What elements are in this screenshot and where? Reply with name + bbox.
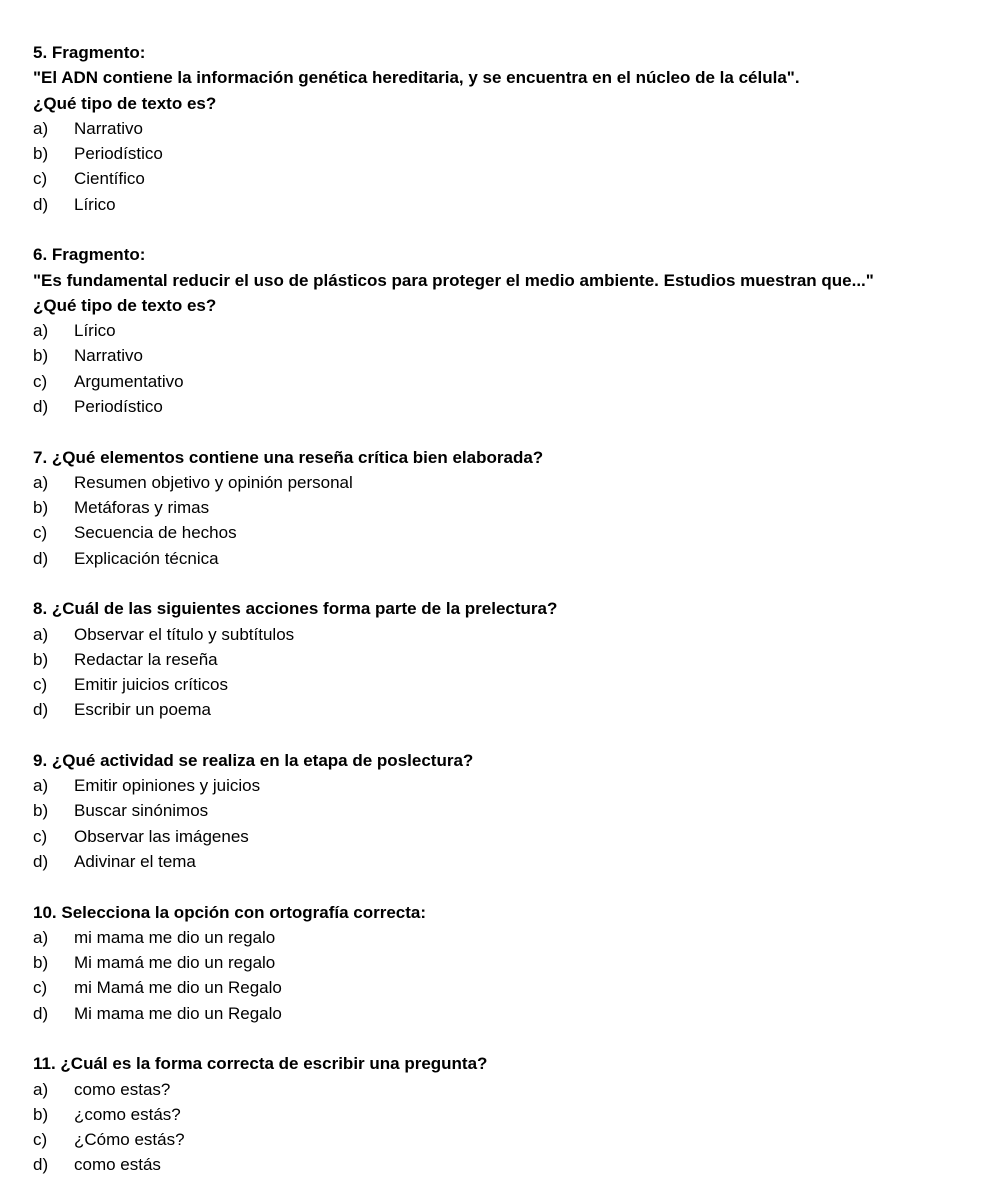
option-c: [33, 369, 963, 394]
question-header: 7. ¿Qué elementos contiene una reseña crítica bien elaborada?: [33, 447, 544, 467]
option-d: [33, 697, 963, 722]
option-letter: b): [33, 801, 49, 821]
spacer: [33, 571, 963, 596]
question-header: 10. Selecciona la opción con ortografía correcta:: [33, 902, 427, 922]
option-b: [33, 343, 963, 368]
spacer: [33, 874, 963, 899]
option-b: [33, 647, 963, 672]
option-d: [33, 1001, 963, 1026]
option-text: mi Mamá me dio un Regalo: [74, 978, 282, 998]
option-text: Narrativo: [74, 118, 143, 138]
option-letter: a): [33, 776, 49, 796]
option-letter: c): [33, 978, 48, 998]
option-text: Mi mamá me dio un regalo: [74, 953, 276, 973]
option-letter: d): [33, 1155, 49, 1175]
question-9: [33, 748, 963, 874]
question-header: 6. Fragmento:: [33, 245, 146, 265]
option-d: [33, 192, 963, 217]
option-text: Lírico: [74, 194, 116, 214]
option-letter: c): [33, 826, 48, 846]
option-letter: c): [33, 371, 48, 391]
option-text: Secuencia de hechos: [74, 523, 237, 543]
option-letter: c): [33, 523, 48, 543]
question-header: 9. ¿Qué actividad se realiza en la etapa de poslectura?: [33, 750, 474, 770]
question-fragment: "El ADN contiene la información genética hereditaria, y se encuentra en el núcleo de la célula".: [33, 68, 800, 88]
option-letter: d): [33, 548, 49, 568]
option-text: Metáforas y rimas: [74, 498, 210, 518]
option-letter: d): [33, 397, 49, 417]
option-d: [33, 546, 963, 571]
option-a: [33, 1077, 963, 1102]
question-5: [33, 40, 963, 217]
option-letter: c): [33, 675, 48, 695]
option-a: [33, 116, 963, 141]
option-letter: d): [33, 700, 49, 720]
option-a: [33, 925, 963, 950]
option-letter: d): [33, 194, 49, 214]
option-a: [33, 470, 963, 495]
option-text: como estás: [74, 1155, 161, 1175]
option-text: Emitir opiniones y juicios: [74, 776, 261, 796]
spacer: [33, 1026, 963, 1051]
option-a: [33, 773, 963, 798]
option-letter: b): [33, 649, 49, 669]
question-10: [33, 900, 963, 1026]
option-d: [33, 849, 963, 874]
question-prompt: ¿Qué tipo de texto es?: [33, 295, 217, 315]
option-text: Resumen objetivo y opinión personal: [74, 472, 353, 492]
option-a: [33, 318, 963, 343]
option-text: Adivinar el tema: [74, 852, 196, 872]
option-d: [33, 394, 963, 419]
option-text: ¿Cómo estás?: [74, 1130, 185, 1150]
option-letter: a): [33, 927, 49, 947]
option-text: Explicación técnica: [74, 548, 219, 568]
option-c: [33, 672, 963, 697]
option-b: [33, 141, 963, 166]
option-text: Escribir un poema: [74, 700, 212, 720]
question-8: [33, 596, 963, 722]
question-header: 5. Fragmento:: [33, 43, 146, 62]
option-letter: b): [33, 144, 49, 164]
option-text: como estas?: [74, 1079, 171, 1099]
option-text: Narrativo: [74, 346, 143, 366]
option-c: [33, 975, 963, 1000]
option-text: Observar las imágenes: [74, 826, 249, 846]
option-c: [33, 520, 963, 545]
option-letter: c): [33, 1130, 48, 1150]
option-b: [33, 798, 963, 823]
option-b: [33, 495, 963, 520]
option-c: [33, 1127, 963, 1152]
option-letter: d): [33, 852, 49, 872]
question-header: 11. ¿Cuál es la forma correcta de escribir una pregunta?: [33, 1054, 488, 1074]
option-letter: a): [33, 624, 49, 644]
question-fragment: "Es fundamental reducir el uso de plásticos para proteger el medio ambiente. Estudios muestran que...": [33, 270, 874, 290]
option-text: mi mama me dio un regalo: [74, 927, 276, 947]
option-letter: b): [33, 498, 49, 518]
option-letter: d): [33, 1003, 49, 1023]
question-7: [33, 445, 963, 571]
spacer: [33, 217, 963, 242]
option-text: Observar el título y subtítulos: [74, 624, 295, 644]
question-prompt: ¿Qué tipo de texto es?: [33, 93, 217, 113]
option-text: ¿como estás?: [74, 1104, 181, 1124]
option-letter: a): [33, 118, 49, 138]
option-text: Científico: [74, 169, 145, 189]
option-letter: b): [33, 346, 49, 366]
option-letter: b): [33, 953, 49, 973]
option-text: Argumentativo: [74, 371, 184, 391]
option-letter: a): [33, 472, 49, 492]
option-c: [33, 166, 963, 191]
option-letter: b): [33, 1104, 49, 1124]
option-d: [33, 1152, 963, 1177]
option-text: Emitir juicios críticos: [74, 675, 228, 695]
question-header: 8. ¿Cuál de las siguientes acciones forma parte de la prelectura?: [33, 599, 558, 619]
option-text: Buscar sinónimos: [74, 801, 209, 821]
spacer: [33, 419, 963, 444]
option-text: Mi mama me dio un Regalo: [74, 1003, 282, 1023]
option-text: Lírico: [74, 321, 116, 341]
question-6: [33, 242, 963, 419]
option-c: [33, 824, 963, 849]
question-11: [33, 1051, 963, 1177]
option-b: [33, 950, 963, 975]
option-text: Redactar la reseña: [74, 649, 218, 669]
option-text: Periodístico: [74, 397, 163, 417]
option-a: [33, 622, 963, 647]
option-text: Periodístico: [74, 144, 163, 164]
option-letter: c): [33, 169, 48, 189]
option-b: [33, 1102, 963, 1127]
option-letter: a): [33, 1079, 49, 1099]
option-letter: a): [33, 321, 49, 341]
spacer: [33, 723, 963, 748]
question-document: [33, 40, 963, 1178]
